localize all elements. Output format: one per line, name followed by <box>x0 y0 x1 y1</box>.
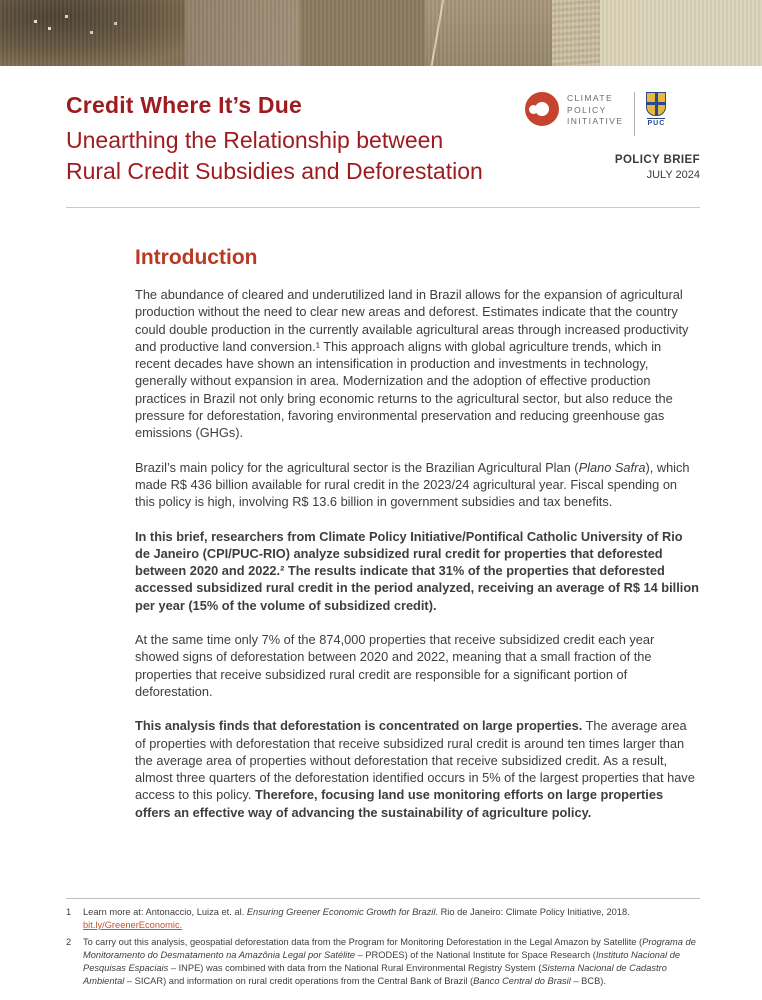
doc-subtitle-line2: Rural Credit Subsidies and Deforestation <box>66 158 483 184</box>
header-right <box>525 92 700 187</box>
paragraph-4: At the same time only 7% of the 874,000 properties that receive subsidized credit each year showed signs of deforestation between 2020 and 2022, meaning that a small fraction of the properties that receive subsidized rural credit are responsible for a significant portion of deforestation. <box>135 632 655 699</box>
footnote-1 <box>66 906 700 932</box>
doc-subtitle-line1: Unearthing the Relationship between <box>66 127 444 153</box>
doc-title: Credit Where It’s Due <box>66 92 302 118</box>
section-heading-introduction: Introduction <box>135 246 258 269</box>
main-content <box>135 246 700 821</box>
logo-divider <box>634 92 635 136</box>
footnote-text: To carry out this analysis, geospatial deforestation data from the Program for Monitoring Deforestation in the Legal Amazon by Satellite (Programa de Monitoramento do Desmatamento na Amazônia Legal por Satélite – PRODES) of the National Institute for Space Research (Instituto Nacional de Pesquisas Espaciais – INPE) was combined with data from the National Rural Environmental Registry System (Sistema Nacional de Cadastro Ambiental – SICAR) and information on rural credit operations from the Central Bank of Brazil (Banco Central do Brasil – BCB). <box>83 937 696 986</box>
paragraph-2: Brazil’s main policy for the agricultural sector is the Brazilian Agricultural Plan (Plano Safra), which made R$ 436 billion available for rural credit in the 2023/24 agricultural year. Fiscal spending on this policy is high, involving R$ 13.6 billion in government subsidies and tax benefits. <box>135 459 690 510</box>
cpi-word-policy: POLICY <box>567 104 607 115</box>
puc-logo-label: PUC <box>647 120 666 127</box>
footnote-number: 2 <box>66 937 72 947</box>
puc-logo <box>646 92 666 127</box>
footnote-link[interactable]: bit.ly/GreenerEconomic. <box>83 920 183 930</box>
cpi-logo-wordmark <box>567 92 623 128</box>
title-block <box>66 92 483 187</box>
cpi-word-climate: CLIMATE <box>567 93 614 103</box>
cpi-logo-icon <box>525 92 559 126</box>
doc-type: POLICY BRIEF <box>614 154 700 166</box>
footnotes <box>66 898 700 992</box>
cpi-word-initiative: INITIATIVE <box>567 116 624 126</box>
paragraph-3: In this brief, researchers from Climate Policy Initiative/Pontifical Catholic University of Rio de Janeiro (CPI/PUC-RIO) analyze subsidized rural credit for properties that deforested between 2020 and 2022.² The results indicate that 31% of the properties that deforested accessed subsidized rural credit in the period analyzed, receiving an average of R$ 14 billion per year (15% of the volume of subsidized credit). <box>135 528 699 613</box>
header <box>0 66 762 187</box>
photo-texture <box>0 0 762 66</box>
doc-subtitle <box>66 125 483 187</box>
header-divider <box>66 207 700 208</box>
footnote-number: 1 <box>66 907 72 917</box>
doc-date: JULY 2024 <box>646 169 700 181</box>
doc-meta <box>525 154 700 181</box>
footnote-text: Learn more at: Antonaccio, Luiza et. al. Ensuring Greener Economic Growth for Brazil. Rio de Janeiro: Climate Policy Initiative, 2018. bit.ly/GreenerEconomic. <box>83 907 630 930</box>
footnote-2 <box>66 936 700 988</box>
paragraph-1: The abundance of cleared and underutilized land in Brazil allows for the expansion of agricultural production without the need to clear new areas and deforest. Estimates indicate that the country could double production in the currently available agricultural areas through increased productivity and productive land conversion.¹ This approach aligns with global agriculture trends, which in recent decades have shown an intensification in production and investments in technology, generally without expansion in area. Modernization and the adoption of effective production practices in Brazil not only bring economic returns to the agricultural sector, but also reduce the pressure for deforestation, favoring environmental preservation and reducing greenhouse gas emissions (GHGs). <box>135 287 689 441</box>
aerial-photo-banner <box>0 0 762 66</box>
paragraph-5: This analysis finds that deforestation is concentrated on large properties. The average area of properties with deforestation that receive subsidized rural credit is around ten times larger than the average area of properties without deforestation that receive subsidized credit. As a result, almost three quarters of the deforestation identified occurs in 5% of the largest properties that have access to this policy. Therefore, focusing land use monitoring efforts on large properties offers an effective way of advancing the sustainability of agriculture policy. <box>135 718 695 820</box>
logo-row <box>525 92 700 136</box>
puc-crest-icon <box>646 92 666 116</box>
